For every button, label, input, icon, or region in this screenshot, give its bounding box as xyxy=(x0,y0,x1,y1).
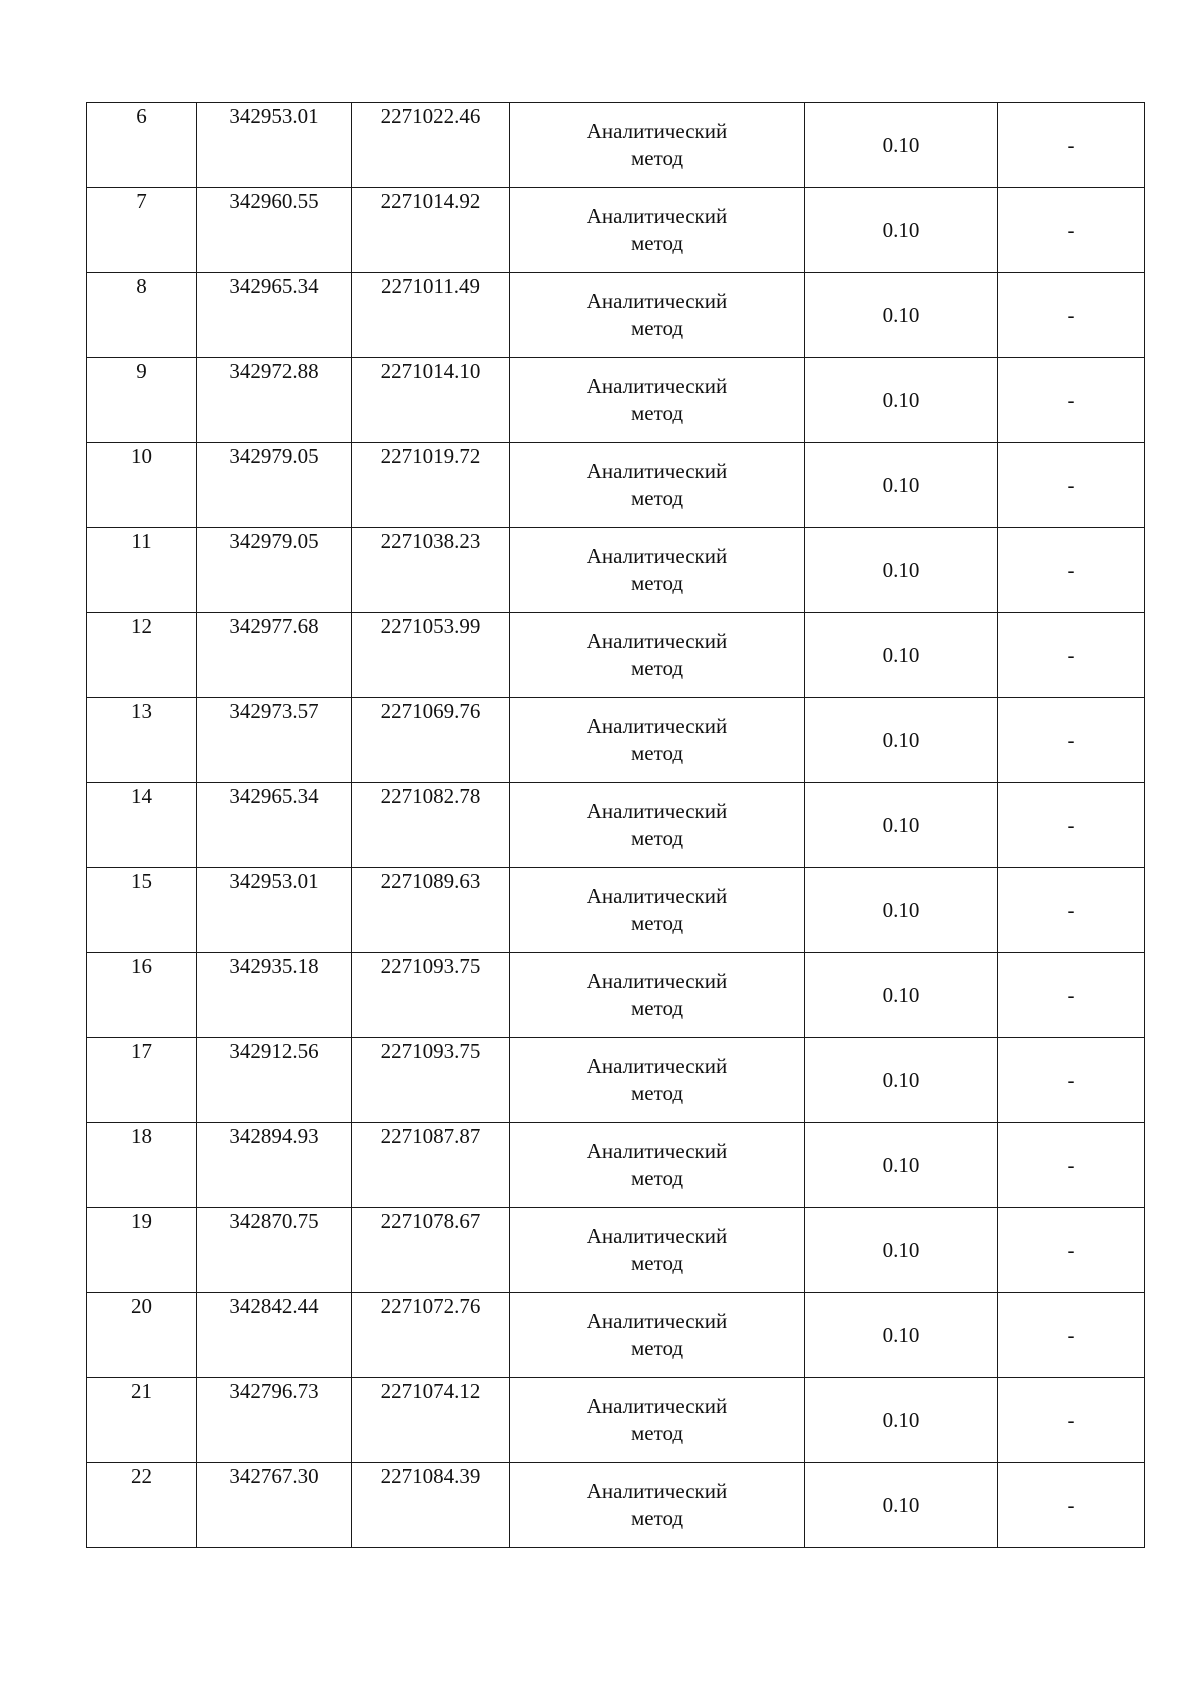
method-line-2: метод xyxy=(630,1251,684,1275)
coordinates-table-body xyxy=(87,103,1145,1548)
method-cell xyxy=(510,443,805,528)
accuracy-cell: 0.10 xyxy=(805,1463,998,1548)
note-cell: - xyxy=(998,528,1145,613)
method-line-1: Аналитический xyxy=(586,374,728,398)
x-coordinate-cell: 342953.01 xyxy=(197,868,352,953)
table-row xyxy=(87,1208,1145,1293)
x-coordinate-cell: 342972.88 xyxy=(197,358,352,443)
method-cell xyxy=(510,103,805,188)
y-coordinate-cell: 2271087.87 xyxy=(352,1123,510,1208)
method-line-2: метод xyxy=(630,741,684,765)
table-row xyxy=(87,1378,1145,1463)
point-number-cell: 15 xyxy=(87,868,197,953)
point-number-cell: 9 xyxy=(87,358,197,443)
point-number-cell: 6 xyxy=(87,103,197,188)
x-coordinate-cell: 342953.01 xyxy=(197,103,352,188)
method-line-2: метод xyxy=(630,826,684,850)
x-coordinate-cell: 342870.75 xyxy=(197,1208,352,1293)
method-cell xyxy=(510,783,805,868)
method-line-2: метод xyxy=(630,316,684,340)
table-row xyxy=(87,1463,1145,1548)
x-coordinate-cell: 342979.05 xyxy=(197,443,352,528)
method-line-1: Аналитический xyxy=(586,544,728,568)
y-coordinate-cell: 2271038.23 xyxy=(352,528,510,613)
point-number-cell: 14 xyxy=(87,783,197,868)
accuracy-cell: 0.10 xyxy=(805,1293,998,1378)
accuracy-cell: 0.10 xyxy=(805,1378,998,1463)
note-cell: - xyxy=(998,613,1145,698)
y-coordinate-cell: 2271093.75 xyxy=(352,1038,510,1123)
table-row xyxy=(87,273,1145,358)
note-cell: - xyxy=(998,188,1145,273)
method-line-1: Аналитический xyxy=(586,1479,728,1503)
method-line-1: Аналитический xyxy=(586,1224,728,1248)
coordinates-table xyxy=(86,102,1145,1548)
x-coordinate-cell: 342960.55 xyxy=(197,188,352,273)
accuracy-cell: 0.10 xyxy=(805,1038,998,1123)
table-row xyxy=(87,358,1145,443)
point-number-cell: 13 xyxy=(87,698,197,783)
table-row xyxy=(87,953,1145,1038)
method-line-2: метод xyxy=(630,571,684,595)
method-line-1: Аналитический xyxy=(586,1054,728,1078)
x-coordinate-cell: 342979.05 xyxy=(197,528,352,613)
method-line-2: метод xyxy=(630,401,684,425)
note-cell: - xyxy=(998,698,1145,783)
method-cell xyxy=(510,188,805,273)
method-line-2: метод xyxy=(630,1336,684,1360)
method-cell xyxy=(510,698,805,783)
point-number-cell: 11 xyxy=(87,528,197,613)
table-row xyxy=(87,868,1145,953)
y-coordinate-cell: 2271011.49 xyxy=(352,273,510,358)
note-cell: - xyxy=(998,868,1145,953)
method-line-2: метод xyxy=(630,146,684,170)
method-line-1: Аналитический xyxy=(586,289,728,313)
method-line-1: Аналитический xyxy=(586,1309,728,1333)
y-coordinate-cell: 2271093.75 xyxy=(352,953,510,1038)
x-coordinate-cell: 342965.34 xyxy=(197,783,352,868)
y-coordinate-cell: 2271074.12 xyxy=(352,1378,510,1463)
accuracy-cell: 0.10 xyxy=(805,358,998,443)
method-cell xyxy=(510,953,805,1038)
method-line-1: Аналитический xyxy=(586,629,728,653)
accuracy-cell: 0.10 xyxy=(805,698,998,783)
note-cell: - xyxy=(998,273,1145,358)
note-cell: - xyxy=(998,358,1145,443)
y-coordinate-cell: 2271014.92 xyxy=(352,188,510,273)
accuracy-cell: 0.10 xyxy=(805,188,998,273)
note-cell: - xyxy=(998,1123,1145,1208)
y-coordinate-cell: 2271014.10 xyxy=(352,358,510,443)
method-cell xyxy=(510,528,805,613)
accuracy-cell: 0.10 xyxy=(805,953,998,1038)
method-cell xyxy=(510,1208,805,1293)
table-row xyxy=(87,443,1145,528)
table-row xyxy=(87,103,1145,188)
y-coordinate-cell: 2271072.76 xyxy=(352,1293,510,1378)
point-number-cell: 8 xyxy=(87,273,197,358)
method-cell xyxy=(510,1378,805,1463)
note-cell: - xyxy=(998,103,1145,188)
accuracy-cell: 0.10 xyxy=(805,783,998,868)
note-cell: - xyxy=(998,783,1145,868)
point-number-cell: 20 xyxy=(87,1293,197,1378)
accuracy-cell: 0.10 xyxy=(805,273,998,358)
y-coordinate-cell: 2271053.99 xyxy=(352,613,510,698)
method-line-2: метод xyxy=(630,231,684,255)
accuracy-cell: 0.10 xyxy=(805,103,998,188)
method-cell xyxy=(510,1463,805,1548)
method-cell xyxy=(510,358,805,443)
method-line-1: Аналитический xyxy=(586,884,728,908)
note-cell: - xyxy=(998,443,1145,528)
method-cell xyxy=(510,613,805,698)
x-coordinate-cell: 342767.30 xyxy=(197,1463,352,1548)
y-coordinate-cell: 2271084.39 xyxy=(352,1463,510,1548)
y-coordinate-cell: 2271019.72 xyxy=(352,443,510,528)
note-cell: - xyxy=(998,1038,1145,1123)
method-line-1: Аналитический xyxy=(586,969,728,993)
method-line-1: Аналитический xyxy=(586,799,728,823)
x-coordinate-cell: 342796.73 xyxy=(197,1378,352,1463)
point-number-cell: 21 xyxy=(87,1378,197,1463)
method-line-2: метод xyxy=(630,1166,684,1190)
y-coordinate-cell: 2271082.78 xyxy=(352,783,510,868)
point-number-cell: 19 xyxy=(87,1208,197,1293)
method-line-1: Аналитический xyxy=(586,714,728,738)
table-row xyxy=(87,613,1145,698)
accuracy-cell: 0.10 xyxy=(805,868,998,953)
y-coordinate-cell: 2271069.76 xyxy=(352,698,510,783)
note-cell: - xyxy=(998,1293,1145,1378)
method-line-1: Аналитический xyxy=(586,1139,728,1163)
y-coordinate-cell: 2271078.67 xyxy=(352,1208,510,1293)
method-line-1: Аналитический xyxy=(586,1394,728,1418)
table-row xyxy=(87,188,1145,273)
method-line-1: Аналитический xyxy=(586,204,728,228)
point-number-cell: 10 xyxy=(87,443,197,528)
method-line-2: метод xyxy=(630,911,684,935)
method-line-1: Аналитический xyxy=(586,119,728,143)
table-row xyxy=(87,783,1145,868)
table-row xyxy=(87,698,1145,783)
method-cell xyxy=(510,868,805,953)
table-row xyxy=(87,1038,1145,1123)
method-line-2: метод xyxy=(630,1421,684,1445)
accuracy-cell: 0.10 xyxy=(805,613,998,698)
accuracy-cell: 0.10 xyxy=(805,1123,998,1208)
method-cell xyxy=(510,273,805,358)
point-number-cell: 22 xyxy=(87,1463,197,1548)
point-number-cell: 16 xyxy=(87,953,197,1038)
accuracy-cell: 0.10 xyxy=(805,1208,998,1293)
method-cell xyxy=(510,1123,805,1208)
method-line-2: метод xyxy=(630,996,684,1020)
x-coordinate-cell: 342973.57 xyxy=(197,698,352,783)
x-coordinate-cell: 342977.68 xyxy=(197,613,352,698)
x-coordinate-cell: 342842.44 xyxy=(197,1293,352,1378)
x-coordinate-cell: 342894.93 xyxy=(197,1123,352,1208)
method-line-1: Аналитический xyxy=(586,459,728,483)
note-cell: - xyxy=(998,1208,1145,1293)
method-line-2: метод xyxy=(630,656,684,680)
method-cell xyxy=(510,1293,805,1378)
table-row xyxy=(87,528,1145,613)
x-coordinate-cell: 342935.18 xyxy=(197,953,352,1038)
note-cell: - xyxy=(998,1463,1145,1548)
y-coordinate-cell: 2271089.63 xyxy=(352,868,510,953)
method-line-2: метод xyxy=(630,1081,684,1105)
table-row xyxy=(87,1123,1145,1208)
point-number-cell: 7 xyxy=(87,188,197,273)
accuracy-cell: 0.10 xyxy=(805,528,998,613)
point-number-cell: 18 xyxy=(87,1123,197,1208)
y-coordinate-cell: 2271022.46 xyxy=(352,103,510,188)
note-cell: - xyxy=(998,1378,1145,1463)
method-line-2: метод xyxy=(630,486,684,510)
accuracy-cell: 0.10 xyxy=(805,443,998,528)
x-coordinate-cell: 342912.56 xyxy=(197,1038,352,1123)
table-row xyxy=(87,1293,1145,1378)
x-coordinate-cell: 342965.34 xyxy=(197,273,352,358)
note-cell: - xyxy=(998,953,1145,1038)
point-number-cell: 12 xyxy=(87,613,197,698)
method-cell xyxy=(510,1038,805,1123)
point-number-cell: 17 xyxy=(87,1038,197,1123)
method-line-2: метод xyxy=(630,1506,684,1530)
